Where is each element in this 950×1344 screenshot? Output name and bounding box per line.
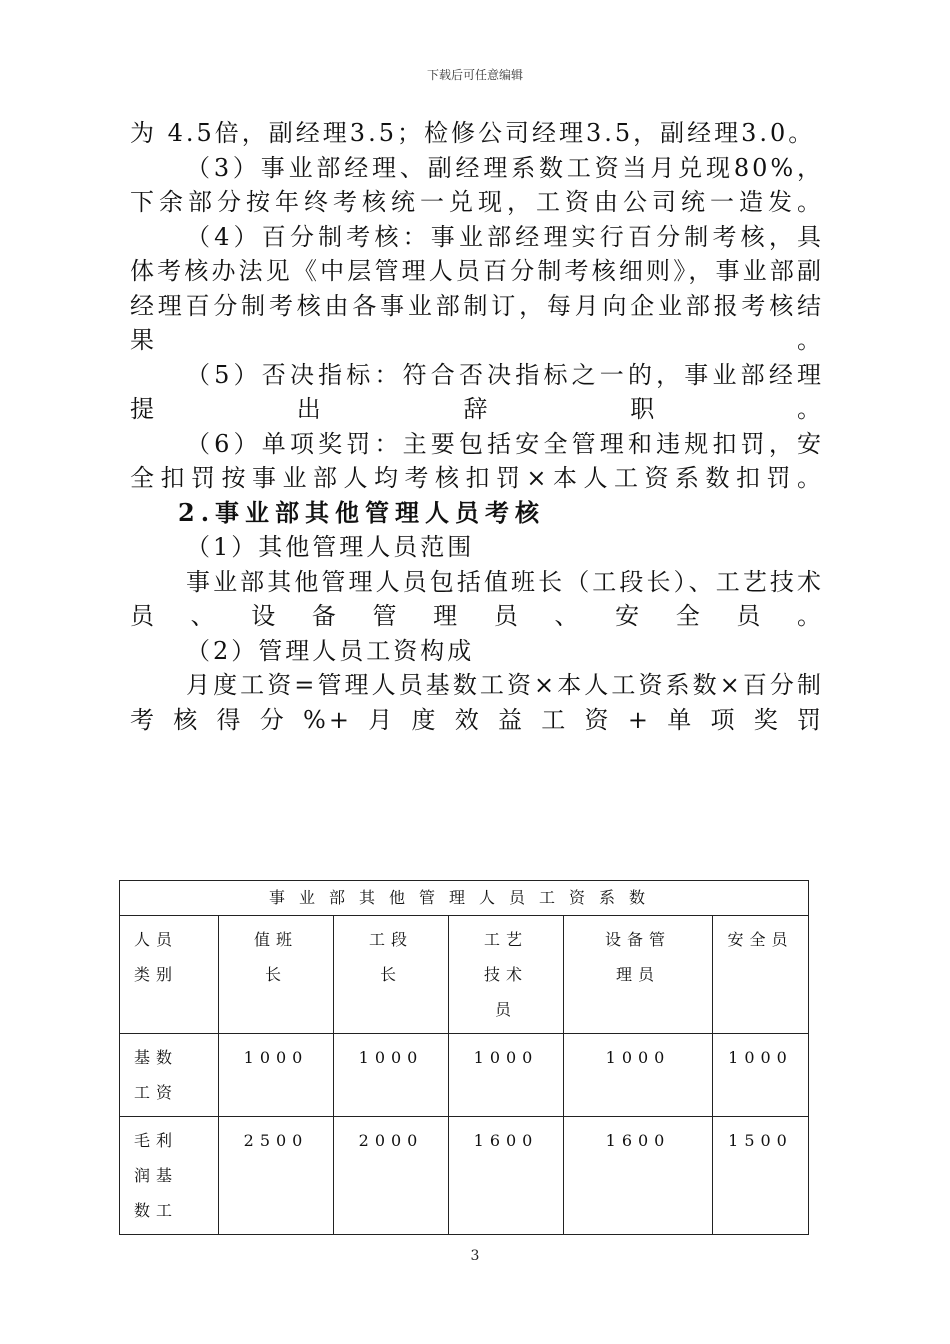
header-shift-leader: 值班 长 xyxy=(219,916,334,1034)
paragraph-item-4: （4）百分制考核：事业部经理实行百分制考核，具体考核办法见《中层管理人员百分制考核细则》，事业部副经理百分制考核由各事业部制订，每月向企业部报考核结果。 xyxy=(130,222,824,354)
table-cell: 2500 xyxy=(219,1117,334,1235)
paragraph-item-3: （3）事业部经理、副经理系数工资当月兑现80%，下余部分按年终考核统一兑现，工资由公司统一造发。 xyxy=(130,153,824,216)
header-category: 人员 类别 xyxy=(120,916,219,1034)
table-row xyxy=(120,1034,809,1117)
paragraph-ratio: 为 4.5倍，副经理3.5；检修公司经理3.5，副经理3.0。 xyxy=(130,119,816,147)
header-technician: 工艺 技术 员 xyxy=(449,916,564,1034)
table-row xyxy=(120,1117,809,1235)
row-label-gross-profit: 毛利 润基 数工 xyxy=(120,1117,219,1235)
section-heading: 2.事业部其他管理人员考核 xyxy=(178,497,546,527)
header-equipment-manager: 设备管 理员 xyxy=(564,916,713,1034)
document-body xyxy=(130,116,824,737)
table-cell: 1500 xyxy=(713,1117,809,1235)
row-label-base-wage: 基数 工资 xyxy=(120,1034,219,1117)
paragraph-item-6: （6）单项奖罚：主要包括安全管理和违规扣罚，安全扣罚按事业部人均考核扣罚×本人工资系数扣罚。 xyxy=(130,429,824,492)
page-number: 3 xyxy=(470,1248,480,1264)
table-cell: 1000 xyxy=(334,1034,449,1117)
table-header-row xyxy=(120,916,809,1034)
paragraph-range: 事业部其他管理人员包括值班长（工段长）、工艺技术员、设备管理员、安全员。 xyxy=(130,567,824,630)
subheading-composition: （2）管理人员工资构成 xyxy=(186,636,475,665)
wage-coefficient-table xyxy=(119,880,809,1235)
table-cell: 1600 xyxy=(449,1117,564,1235)
subheading-range: （1）其他管理人员范围 xyxy=(186,533,475,561)
paragraph-formula: 月度工资=管理人员基数工资×本人工资系数×百分制考核得分%+月度效益工资+单项奖罚 xyxy=(130,671,824,734)
table-cell: 1000 xyxy=(564,1034,713,1117)
table-cell: 1000 xyxy=(713,1034,809,1117)
table-cell: 1600 xyxy=(564,1117,713,1235)
header-section-leader: 工段 长 xyxy=(334,916,449,1034)
header-safety-officer: 安全员 xyxy=(713,916,809,1034)
table-cell: 1000 xyxy=(219,1034,334,1117)
paragraph-item-5: （5）否决指标：符合否决指标之一的，事业部经理提出辞职。 xyxy=(130,360,824,423)
table-cell: 1000 xyxy=(449,1034,564,1117)
table-cell: 2000 xyxy=(334,1117,449,1235)
page-header: 下载后可任意编辑 xyxy=(426,68,523,82)
table-caption: 事业部其他管理人员工资系数 xyxy=(120,881,809,916)
